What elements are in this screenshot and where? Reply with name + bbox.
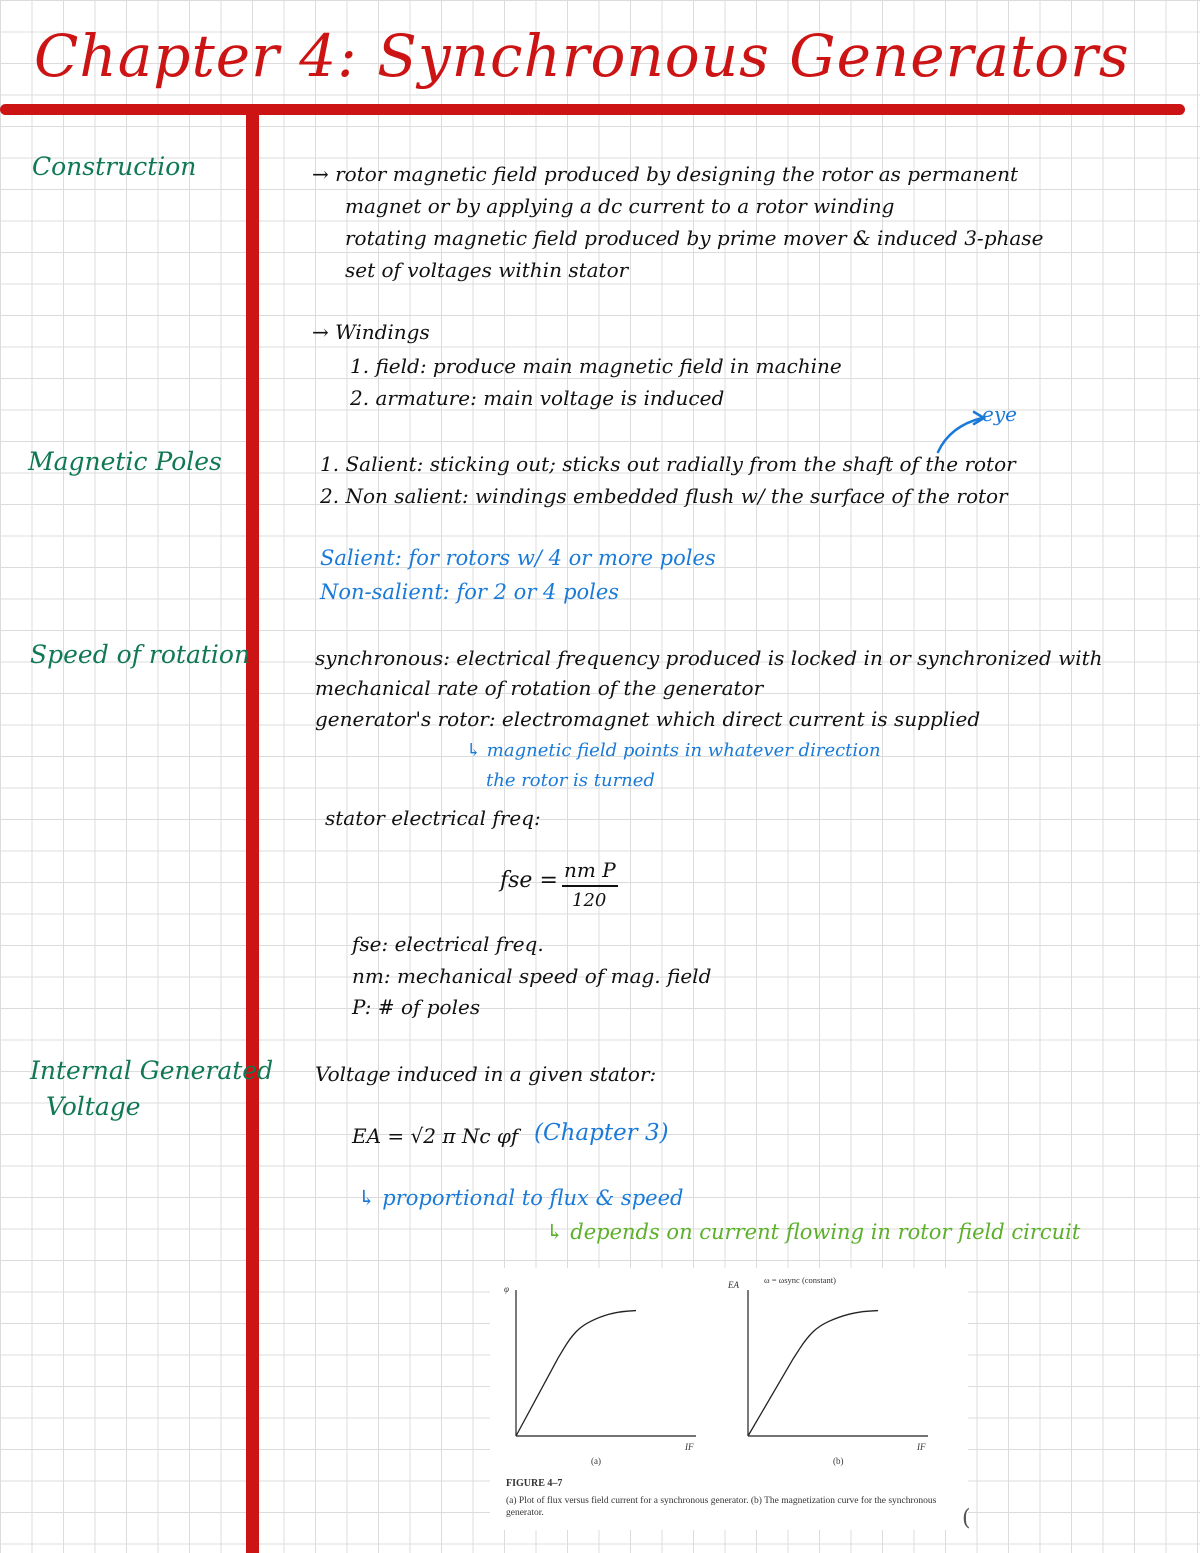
panel-b-label: (b) xyxy=(833,1456,844,1466)
note-line: magnet or by applying a dc current to a rotor winding xyxy=(345,194,895,218)
voltage-equation: EA = √2 π Nc φf xyxy=(352,1124,519,1148)
panel-b xyxy=(727,1275,928,1466)
heading-construction: Construction xyxy=(32,152,197,181)
note-line: synchronous: electrical frequency produced is locked in or synchronized with xyxy=(315,646,1103,670)
note-line: mechanical rate of rotation of the generator xyxy=(315,676,764,700)
title-underline xyxy=(0,104,1185,115)
formula-denominator: 120 xyxy=(572,890,607,911)
note-line: set of voltages within stator xyxy=(345,258,629,282)
panel-b-ylabel: EA xyxy=(728,1280,739,1290)
note-line: stator electrical freq: xyxy=(325,806,541,830)
page-corner-mark: ( xyxy=(962,1506,971,1531)
formula-numerator: nm P xyxy=(564,858,616,882)
blue-note: ↳ magnetic field points in whatever direction xyxy=(466,740,881,761)
fraction-bar xyxy=(562,885,618,887)
note-line: rotating magnetic field produced by prime mover & induced 3-phase xyxy=(345,226,1044,250)
figure-caption: (a) Plot of flux versus field current for a synchronous generator. (b) The magnetization curve for the synchronous generator. xyxy=(506,1496,937,1518)
note-line: → Windings xyxy=(312,320,430,344)
panel-b-xlabel: IF xyxy=(917,1442,926,1452)
note-line: 1. field: produce main magnetic field in machine xyxy=(350,354,842,378)
blue-note: ↳ proportional to flux & speed xyxy=(358,1186,684,1210)
blue-note: Non-salient: for 2 or 4 poles xyxy=(320,580,620,604)
green-note: ↳ depends on current flowing in rotor field circuit xyxy=(546,1220,1081,1244)
margin-line xyxy=(246,112,259,1553)
heading-magnetic-poles: Magnetic Poles xyxy=(28,447,222,476)
note-line: 2. armature: main voltage is induced xyxy=(350,386,725,410)
panel-b-curve xyxy=(748,1311,878,1436)
blue-note: the rotor is turned xyxy=(486,770,655,791)
panel-a-xlabel: IF xyxy=(685,1442,694,1452)
panel-a-label: (a) xyxy=(591,1456,601,1466)
note-line: 2. Non salient: windings embedded flush w/ the surface of the rotor xyxy=(320,484,1008,508)
annotation-eye: eye xyxy=(982,402,1017,426)
panel-a xyxy=(504,1284,696,1466)
chapter-reference: (Chapter 3) xyxy=(534,1120,669,1146)
heading-voltage: Voltage xyxy=(46,1092,141,1121)
heading-internal-generated: Internal Generated xyxy=(30,1056,274,1085)
formula-lhs: fse = xyxy=(500,868,558,893)
figure-4-7 xyxy=(490,1268,968,1530)
panel-a-curve xyxy=(516,1311,636,1436)
note-line: 1. Salient: sticking out; sticks out radially from the shaft of the rotor xyxy=(320,452,1016,476)
note-line: generator's rotor: electromagnet which direct current is supplied xyxy=(315,707,981,731)
panel-b-annotation: ω = ωsync (constant) xyxy=(764,1275,836,1285)
definition-line: fse: electrical freq. xyxy=(352,932,544,956)
definition-line: P: # of poles xyxy=(352,995,481,1019)
blue-note: Salient: for rotors w/ 4 or more poles xyxy=(320,546,716,570)
page-title: Chapter 4: Synchronous Generators xyxy=(34,22,1130,90)
heading-speed-of-rotation: Speed of rotation xyxy=(30,640,251,669)
panel-a-ylabel: φ xyxy=(504,1284,509,1294)
figure-plots xyxy=(490,1268,968,1478)
figure-title: FIGURE 4–7 xyxy=(506,1478,563,1489)
note-line: → rotor magnetic field produced by designing the rotor as permanent xyxy=(312,162,1018,186)
note-line: Voltage induced in a given stator: xyxy=(315,1062,657,1086)
definition-line: nm: mechanical speed of mag. field xyxy=(352,964,712,988)
